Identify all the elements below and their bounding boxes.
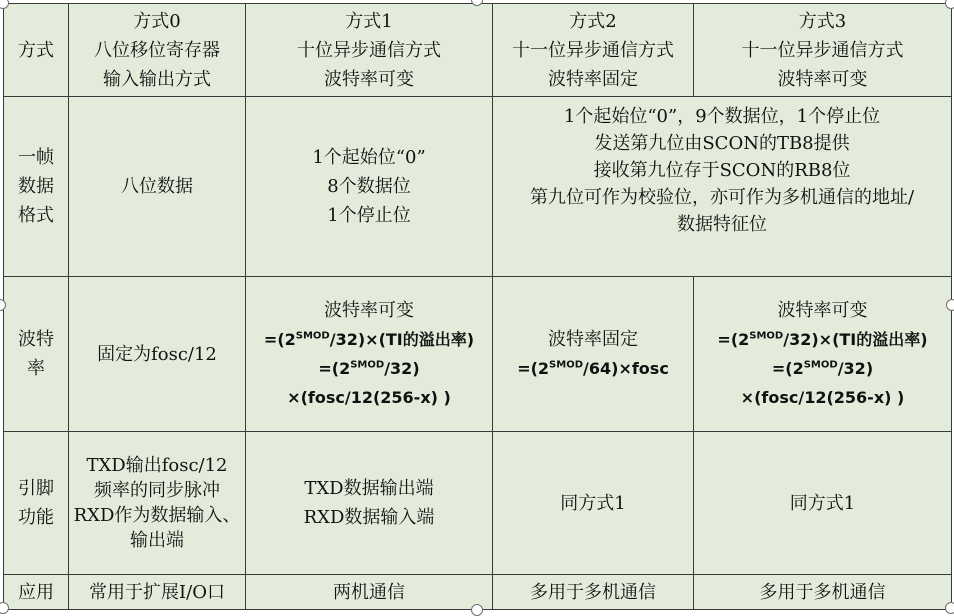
usage-mode1: 两机通信 <box>246 575 493 610</box>
pins-label-line1: 引脚 <box>18 478 54 499</box>
header-mode2-line3: 波特率固定 <box>548 68 638 90</box>
frame-format-row <box>4 97 952 277</box>
header-mode1 <box>246 4 493 97</box>
baud-mode3 <box>694 277 952 432</box>
pins-label-line2: 功能 <box>18 507 54 528</box>
f1-pre: =(2 <box>717 330 750 349</box>
header-mode1-line1: 方式1 <box>345 10 393 32</box>
header-mode3 <box>694 4 952 97</box>
pins-mode3: 同方式1 <box>694 432 952 575</box>
resize-handle-middle-right[interactable] <box>946 299 954 311</box>
header-mode0-line1: 方式0 <box>133 10 181 32</box>
smod-sup: SMOD <box>350 359 385 371</box>
frame-mode23-line2: 发送第九位由SCON的TB8提供 <box>594 133 850 154</box>
baud-label-line1: 波特 <box>18 329 54 350</box>
baud-mode1 <box>246 277 493 432</box>
serial-modes-table <box>3 3 952 610</box>
f-post: /64)×fosc <box>583 359 669 378</box>
header-mode3-line3: 波特率可变 <box>777 68 868 90</box>
header-mode0 <box>69 4 246 97</box>
header-mode2-line2: 十一位异步通信方式 <box>512 39 674 61</box>
baud-label-line2: 率 <box>27 358 45 379</box>
baud-mode2 <box>493 277 694 432</box>
baud-mode3-title: 波特率可变 <box>777 300 868 321</box>
f1-pre: =(2 <box>263 330 296 349</box>
header-row <box>4 4 952 97</box>
pins-mode0 <box>69 432 246 575</box>
header-mode2 <box>493 4 694 97</box>
smod-sup: SMOD <box>803 359 838 371</box>
frame-label-line1: 一帧 <box>18 147 54 168</box>
baud-mode1-formula3: ×(fosc/12(256-x) ) <box>287 388 451 407</box>
baud-mode1-formula2 <box>250 354 488 383</box>
f-pre: =(2 <box>517 359 550 378</box>
resize-handle-bottom-center[interactable] <box>471 604 483 616</box>
baud-mode2-title: 波特率固定 <box>548 329 638 350</box>
resize-handle-top-right[interactable] <box>945 0 954 9</box>
header-mode1-line2: 十位异步通信方式 <box>297 39 441 61</box>
frame-label-line3: 格式 <box>18 205 54 226</box>
resize-handle-bottom-right[interactable] <box>945 602 954 614</box>
header-mode3-line1: 方式3 <box>798 10 847 32</box>
baud-label <box>4 277 69 432</box>
frame-mode0: 八位数据 <box>69 97 246 277</box>
smod-sup: SMOD <box>295 330 330 342</box>
frame-mode1-line2: 8个数据位 <box>327 176 411 197</box>
pins-mode0-line3: RXD作为数据输入、 <box>73 505 241 526</box>
pins-mode0-line2: 频率的同步脉冲 <box>94 480 220 501</box>
f2-pre: =(2 <box>771 359 804 378</box>
frame-mode23-line1: 1个起始位“0”，9个数据位，1个停止位 <box>563 106 881 127</box>
baud-mode1-formula1 <box>250 325 488 354</box>
frame-mode23-line5: 数据特征位 <box>677 214 767 235</box>
pins-mode0-line1: TXD输出fosc/12 <box>86 455 228 476</box>
f2-pre: =(2 <box>318 359 351 378</box>
usage-mode0: 常用于扩展I/O口 <box>69 575 246 610</box>
pins-mode1-line2: RXD数据输入端 <box>303 507 435 528</box>
usage-mode3: 多用于多机通信 <box>694 575 952 610</box>
header-mode0-line2: 八位移位寄存器 <box>94 39 220 61</box>
pins-mode1-line1: TXD数据输出端 <box>304 478 434 499</box>
header-label: 方式 <box>4 4 69 97</box>
frame-mode1 <box>246 97 493 277</box>
header-mode3-line2: 十一位异步通信方式 <box>741 39 904 61</box>
header-mode2-line1: 方式2 <box>569 10 617 32</box>
baud-mode1-title: 波特率可变 <box>324 300 414 321</box>
baud-mode3-formula2 <box>698 354 947 383</box>
frame-format-label <box>4 97 69 277</box>
pins-mode2: 同方式1 <box>493 432 694 575</box>
frame-mode1-line3: 1个停止位 <box>327 205 411 226</box>
frame-mode23-line3: 接收第九位存于SCON的RB8位 <box>593 160 851 181</box>
f1-post: /32)×(TI的溢出率) <box>783 330 928 349</box>
pins-mode1 <box>246 432 493 575</box>
frame-mode23 <box>493 97 952 277</box>
f2-post: /32) <box>384 359 420 378</box>
baud-mode3-formula1 <box>698 325 947 354</box>
frame-mode23-line4: 第九位可作为校验位，亦可作为多机通信的地址/ <box>529 187 915 208</box>
header-mode0-line3: 输入输出方式 <box>103 68 211 90</box>
smod-sup: SMOD <box>749 330 784 342</box>
frame-label-line2: 数据 <box>18 176 54 197</box>
usage-label: 应用 <box>4 575 69 610</box>
frame-mode1-line1: 1个起始位“0” <box>312 147 426 168</box>
baud-mode3-formula3: ×(fosc/12(256-x) ) <box>740 388 905 407</box>
resize-handle-bottom-left[interactable] <box>0 602 9 614</box>
f2-post: /32) <box>837 359 874 378</box>
header-mode1-line3: 波特率可变 <box>324 68 414 90</box>
baud-mode0: 固定为fosc/12 <box>69 277 246 432</box>
pin-function-row <box>4 432 952 575</box>
f1-post: /32)×(TI的溢出率) <box>329 330 475 349</box>
smod-sup: SMOD <box>549 359 584 371</box>
pins-label <box>4 432 69 575</box>
baud-rate-row <box>4 277 952 432</box>
usage-mode2: 多用于多机通信 <box>493 575 694 610</box>
baud-mode2-formula <box>497 354 689 383</box>
pins-mode0-line4: 输出端 <box>130 530 184 551</box>
